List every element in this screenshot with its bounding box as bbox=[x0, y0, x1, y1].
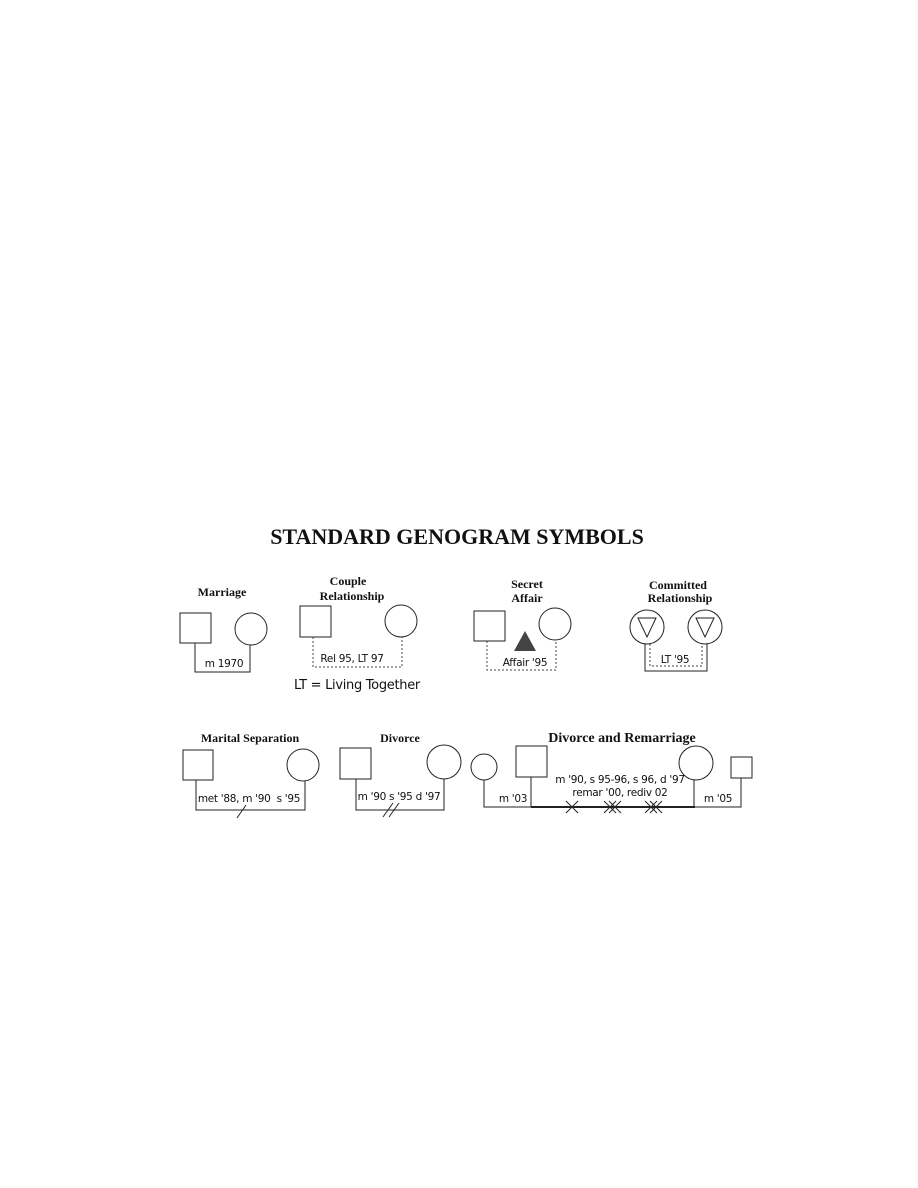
remarriage-note-center-2: remar '00, rediv 02 bbox=[572, 787, 668, 799]
secret-affair-symbol bbox=[474, 577, 571, 670]
marriage-label: Marriage bbox=[197, 585, 247, 599]
divorce-symbol bbox=[340, 731, 461, 817]
committed-note: LT '95 bbox=[660, 654, 690, 666]
separation-note: met '88, m '90 s '95 bbox=[197, 793, 301, 805]
male-square bbox=[180, 613, 211, 643]
male-square bbox=[731, 757, 752, 778]
female-circle bbox=[287, 749, 319, 781]
female-circle bbox=[471, 754, 497, 780]
living-together-legend: LT = Living Together bbox=[294, 678, 420, 693]
committed-label-line2: Relationship bbox=[647, 591, 713, 605]
male-square bbox=[183, 750, 213, 780]
marriage-note: m 1970 bbox=[204, 658, 244, 670]
committed-label-line1: Committed bbox=[649, 578, 707, 592]
inverted-triangle-icon bbox=[638, 618, 656, 637]
remarriage-label: Divorce and Remarriage bbox=[548, 731, 696, 746]
marriage-symbol bbox=[180, 585, 267, 672]
female-circle bbox=[427, 745, 461, 779]
divorce-label: Divorce bbox=[380, 731, 420, 745]
divorce-note: m '90 s '95 d '97 bbox=[357, 791, 441, 803]
remarriage-note-left: m '03 bbox=[498, 793, 528, 805]
male-square bbox=[340, 748, 371, 779]
committed-relationship-symbol bbox=[630, 578, 722, 671]
female-circle bbox=[539, 608, 571, 640]
affair-note: Affair '95 bbox=[502, 657, 548, 669]
female-circle bbox=[385, 605, 417, 637]
couple-note: Rel 95, LT 97 bbox=[320, 653, 384, 665]
male-square bbox=[516, 746, 547, 777]
marital-separation-symbol bbox=[183, 731, 319, 818]
separation-label: Marital Separation bbox=[200, 731, 300, 745]
male-square bbox=[300, 606, 331, 637]
couple-label-line2: Relationship bbox=[319, 589, 385, 603]
remarriage-note-right: m '05 bbox=[703, 793, 733, 805]
person-circle bbox=[688, 610, 722, 644]
couple-relationship-symbol bbox=[294, 574, 421, 693]
affair-label-line1: Secret bbox=[511, 577, 543, 591]
affair-triangle-icon bbox=[514, 631, 536, 651]
couple-label-line1: Couple bbox=[329, 574, 367, 588]
page-title: STANDARD GENOGRAM SYMBOLS bbox=[270, 524, 644, 549]
affair-label-line2: Affair bbox=[511, 591, 543, 605]
female-circle bbox=[235, 613, 267, 645]
divorce-remarriage-symbol bbox=[471, 731, 752, 813]
separation-slash-icon bbox=[237, 805, 246, 818]
remarriage-note-center-1: m '90, s 95-96, s 96, d '97 bbox=[555, 774, 685, 786]
male-square bbox=[474, 611, 505, 641]
person-circle bbox=[630, 610, 664, 644]
inverted-triangle-icon bbox=[696, 618, 714, 637]
